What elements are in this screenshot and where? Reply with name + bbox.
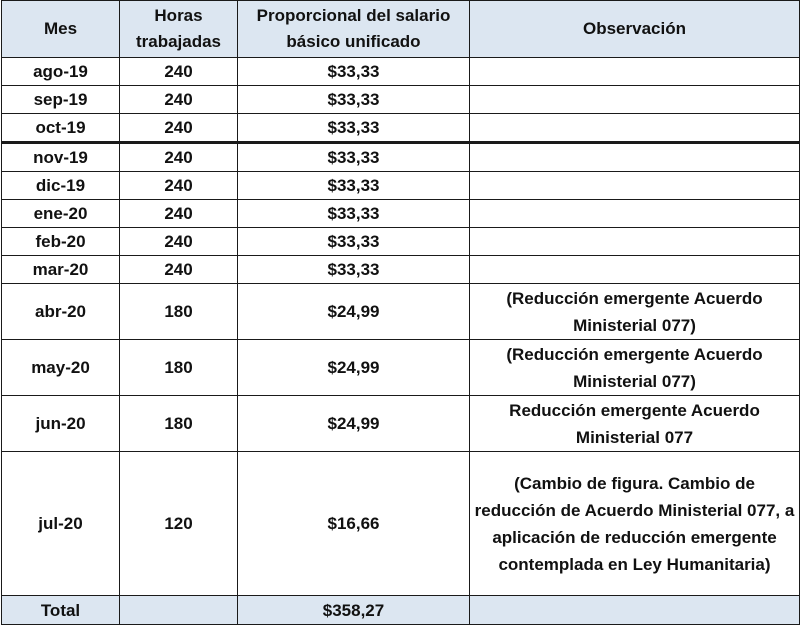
cell-horas: 180 [120,284,238,340]
table-row [2,284,800,340]
cell-obs [470,58,800,86]
cell-obs [470,86,800,114]
cell-horas: 240 [120,228,238,256]
cell-monto: $33,33 [238,256,470,284]
cell-horas: 240 [120,172,238,200]
cell-monto: $33,33 [238,58,470,86]
cell-horas: 180 [120,396,238,452]
total-horas-empty [120,596,238,625]
header-mes: Mes [2,1,120,58]
cell-obs: (Reducción emergente Acuerdo Ministerial 077) [470,284,800,340]
table-row [2,114,800,143]
cell-mes: jun-20 [2,396,120,452]
cell-mes: oct-19 [2,114,120,143]
cell-mes: mar-20 [2,256,120,284]
cell-horas: 240 [120,86,238,114]
cell-horas: 240 [120,114,238,143]
cell-horas: 240 [120,58,238,86]
salary-table [1,0,800,625]
table-row [2,396,800,452]
cell-monto: $33,33 [238,114,470,143]
table-row [2,452,800,596]
table-row [2,143,800,172]
table-row [2,340,800,396]
cell-monto: $24,99 [238,284,470,340]
table-row [2,58,800,86]
cell-obs [470,172,800,200]
cell-mes: dic-19 [2,172,120,200]
cell-mes: ago-19 [2,58,120,86]
cell-obs: (Reducción emergente Acuerdo Ministerial 077) [470,340,800,396]
cell-horas: 240 [120,256,238,284]
cell-obs [470,114,800,143]
cell-mes: feb-20 [2,228,120,256]
cell-obs: (Cambio de figura. Cambio de reducción de Acuerdo Ministerial 077, a aplicación de reducción emergente contemplada en Ley Humanitaria) [470,452,800,596]
cell-monto: $33,33 [238,143,470,172]
cell-mes: jul-20 [2,452,120,596]
cell-monto: $24,99 [238,340,470,396]
cell-obs [470,200,800,228]
table-row [2,86,800,114]
cell-mes: nov-19 [2,143,120,172]
cell-mes: ene-20 [2,200,120,228]
table-row [2,172,800,200]
cell-monto: $33,33 [238,200,470,228]
cell-monto: $33,33 [238,172,470,200]
cell-horas: 240 [120,200,238,228]
cell-monto: $33,33 [238,86,470,114]
header-row [2,1,800,58]
cell-obs [470,143,800,172]
cell-horas: 180 [120,340,238,396]
table-footer [2,596,800,625]
cell-mes: may-20 [2,340,120,396]
total-monto: $358,27 [238,596,470,625]
cell-monto: $16,66 [238,452,470,596]
total-obs-empty [470,596,800,625]
cell-horas: 120 [120,452,238,596]
table-row [2,200,800,228]
table-body [2,58,800,596]
cell-horas: 240 [120,143,238,172]
table-header [2,1,800,58]
cell-monto: $33,33 [238,228,470,256]
cell-obs [470,228,800,256]
cell-obs: Reducción emergente Acuerdo Ministerial 077 [470,396,800,452]
header-horas: Horas trabajadas [120,1,238,58]
cell-obs [470,256,800,284]
header-proporcional: Proporcional del salario básico unificado [238,1,470,58]
header-observacion: Observación [470,1,800,58]
table-row [2,228,800,256]
cell-monto: $24,99 [238,396,470,452]
total-row [2,596,800,625]
table-row [2,256,800,284]
total-label: Total [2,596,120,625]
cell-mes: sep-19 [2,86,120,114]
cell-mes: abr-20 [2,284,120,340]
